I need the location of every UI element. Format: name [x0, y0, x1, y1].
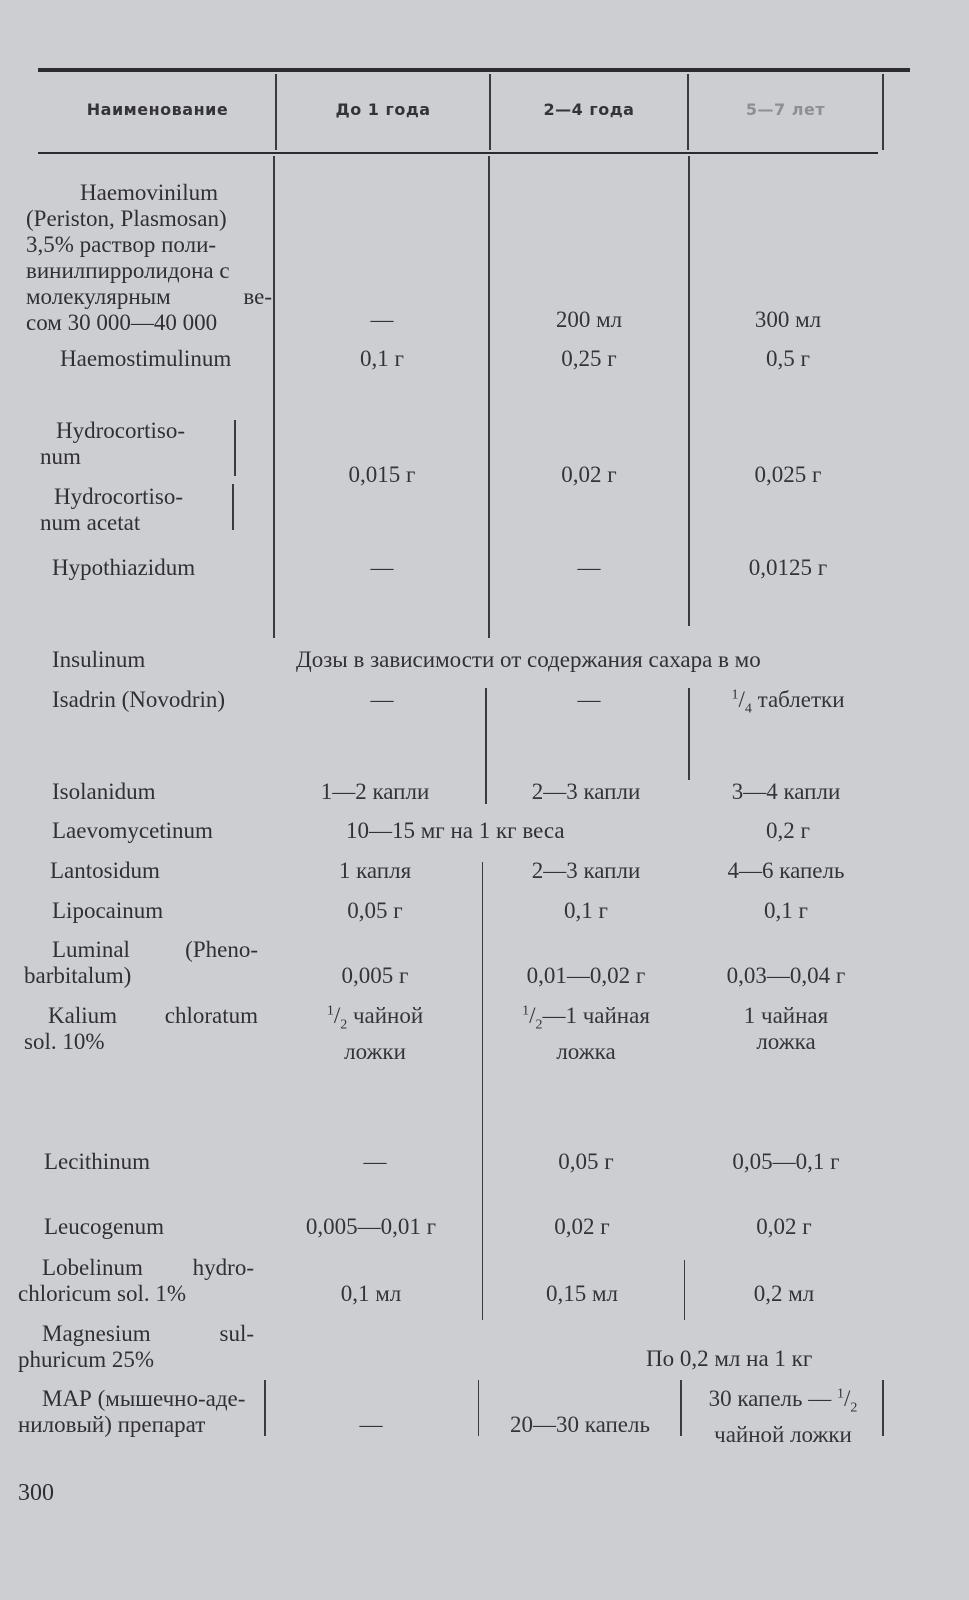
name-line: Hydrocortiso-: [56, 418, 186, 443]
lecithinum-c2: 0,05 г: [558, 1149, 614, 1174]
divider-b4: [478, 1380, 479, 1436]
insulinum-span: Дозы в зависимости от содержания сахара в мо: [296, 647, 761, 672]
laevomycetinum-name: Laevomycetinum: [52, 818, 213, 843]
lobelinum-c2: 0,15 мл: [545, 1281, 619, 1306]
haemostimulinum-name: Haemostimulinum: [60, 346, 232, 371]
divider-b3: [482, 862, 483, 1320]
hydrocortisonum-c1: 0,015 г: [348, 462, 416, 487]
haemovinilum-c2: 200 мл: [555, 307, 623, 332]
bracket-2: [232, 484, 234, 530]
fraction-denominator: 2: [535, 1017, 543, 1033]
luminal-name: [24, 937, 258, 989]
divider-c3: [684, 1260, 685, 1320]
lipocainum-c2: 0,1 г: [564, 898, 608, 923]
kalium-c1-line2: ложки: [344, 1038, 406, 1064]
name-line: винилпирролидона с: [26, 258, 230, 283]
name-line: ниловый) препарат: [18, 1412, 206, 1437]
lobelinum-name: [18, 1255, 254, 1307]
divider-a1: [273, 156, 275, 638]
luminal-c1: 0,005 г: [341, 963, 409, 988]
hydrocortisonum-name-b: [40, 484, 230, 536]
fraction-denominator: 2: [340, 1017, 348, 1033]
leucogenum-c2: 0,02 г: [554, 1214, 610, 1239]
hypothiazidum-c2: —: [577, 555, 601, 580]
name-line: num: [40, 444, 81, 469]
isadrin-name: Isadrin (Novodrin): [52, 687, 226, 712]
fraction-numerator: 1: [837, 1386, 845, 1402]
header-bottom-rule: [38, 152, 878, 154]
map-c3-line1: 30 капель —: [708, 1386, 838, 1411]
isolanidum-c3: 3—4 капли: [731, 779, 841, 804]
laevomycetinum-span: 10—15 мг на 1 кг веса: [346, 818, 565, 843]
lipocainum-c1: 0,05 г: [347, 898, 403, 923]
lantosidum-name: Lantosidum: [50, 858, 160, 883]
lobelinum-c3: 0,2 мл: [753, 1281, 815, 1306]
lecithinum-name: Lecithinum: [44, 1149, 151, 1174]
top-rule: [38, 68, 910, 72]
lantosidum-c3: 4—6 капель: [727, 858, 845, 883]
name-line: сом 30 000—40 000: [26, 310, 218, 335]
header-col2: 2—4 года: [543, 100, 635, 119]
map-c3-line2: чайной ложки: [714, 1421, 852, 1447]
name-line: Luminal (Pheno-: [52, 937, 258, 962]
magnesium-span: По 0,2 мл на 1 кг: [646, 1346, 813, 1371]
isadrin-c2: —: [577, 687, 601, 712]
hypothiazidum-name: Hypothiazidum: [52, 555, 196, 580]
kalium-name: [24, 1003, 258, 1055]
name-line: phuricum 25%: [18, 1347, 155, 1372]
laevomycetinum-c3: 0,2 г: [766, 818, 810, 843]
name-line: sol. 10%: [24, 1029, 105, 1054]
name-line: (Periston, Plasmosan): [26, 206, 227, 231]
lipocainum-c3: 0,1 г: [764, 898, 808, 923]
magnesium-name: [18, 1321, 254, 1373]
map-c3: 30 капель — $^1/_2$ чайной ложки: [684, 1386, 882, 1448]
isolanidum-c1: 1—2 капли: [320, 779, 430, 804]
fraction-denominator: 4: [744, 701, 752, 717]
hydrocortisonum-c3: 0,025 г: [754, 462, 822, 487]
kalium-c3-line2: ложка: [756, 1029, 816, 1054]
luminal-c2: 0,01—0,02 г: [526, 963, 646, 988]
name-line: num acetat: [40, 510, 141, 535]
kalium-c3: [688, 1003, 884, 1055]
header-col3: 5—7 лет: [745, 100, 826, 119]
isadrin-c3-text: таблетки: [751, 687, 845, 712]
kalium-c1-text: чайной: [347, 1003, 424, 1028]
lecithinum-c1: —: [363, 1149, 387, 1174]
fraction-numerator: 1: [731, 687, 739, 703]
lobelinum-c1: 0,1 мл: [340, 1281, 402, 1306]
name-line: barbitalum): [24, 963, 132, 988]
haemovinilum-c1: —: [370, 307, 394, 332]
lantosidum-c2: 2—3 капли: [531, 858, 641, 883]
divider-b1: [488, 156, 490, 638]
lecithinum-c3: 0,05—0,1 г: [732, 1149, 840, 1174]
kalium-c2: $^1/_2—1$ чайная ложка: [488, 1003, 684, 1065]
lipocainum-name: Lipocainum: [52, 898, 164, 923]
hypothiazidum-c3: 0,0125 г: [748, 555, 828, 580]
name-line: Lobelinum hydro-: [42, 1255, 254, 1280]
header-col1: До 1 года: [335, 100, 431, 119]
name-line: МАР (мышечно-аде-: [42, 1386, 246, 1411]
map-name: [18, 1386, 258, 1438]
name-line: Hydrocortiso-: [54, 484, 184, 509]
kalium-c1: $^1/_2$ чайной ложки: [270, 1003, 480, 1065]
luminal-c3: 0,03—0,04 г: [726, 963, 846, 988]
hydrocortisonum-name-a: [40, 418, 230, 470]
header-name: Наименование: [86, 100, 229, 119]
isolanidum-c2: 2—3 капли: [531, 779, 641, 804]
map-c2: 20—30 капель: [510, 1412, 650, 1437]
fraction-denominator: 2: [850, 1400, 858, 1416]
name-line: Haemovinilum: [80, 180, 218, 205]
kalium-c2-text: —1 чайная: [542, 1003, 650, 1028]
hypothiazidum-c1: —: [370, 555, 394, 580]
leucogenum-c1: 0,005—0,01 г: [305, 1214, 437, 1239]
divider-d4: [882, 1380, 884, 1436]
header-divider-4: [882, 74, 884, 150]
fraction-numerator: 1: [522, 1003, 530, 1019]
fraction-numerator: 1: [326, 1003, 334, 1019]
haemovinilum-name: [26, 180, 272, 336]
leucogenum-name: Leucogenum: [44, 1214, 165, 1239]
insulinum-name: Insulinum: [52, 647, 146, 672]
kalium-c3-line1: 1 чайная: [743, 1003, 829, 1028]
bracket-1: [234, 420, 236, 476]
divider-c4: [680, 1380, 682, 1436]
name-line: Kalium chloratum: [48, 1003, 258, 1028]
isadrin-c1: —: [370, 687, 394, 712]
haemovinilum-c3: 300 мл: [754, 307, 822, 332]
kalium-c2-line2: ложка: [556, 1038, 616, 1064]
map-c1: —: [359, 1412, 383, 1437]
hydrocortisonum-c2: 0,02 г: [561, 462, 617, 487]
haemostimulinum-c2: 0,25 г: [561, 346, 617, 371]
name-line: Magnesium sul-: [42, 1321, 254, 1346]
haemostimulinum-c1: 0,1 г: [360, 346, 404, 371]
isadrin-c3: $^1/_4$ таблетки: [731, 687, 845, 717]
name-line: молекулярным ве-: [26, 284, 272, 309]
leucogenum-c3: 0,02 г: [756, 1214, 812, 1239]
page-number: 300: [18, 1480, 54, 1506]
isolanidum-name: Isolanidum: [52, 779, 156, 804]
name-line: 3,5% раствор поли-: [26, 232, 217, 257]
lantosidum-c1: 1 капля: [338, 858, 412, 883]
name-line: chloricum sol. 1%: [18, 1281, 186, 1306]
haemostimulinum-c3: 0,5 г: [766, 346, 810, 371]
